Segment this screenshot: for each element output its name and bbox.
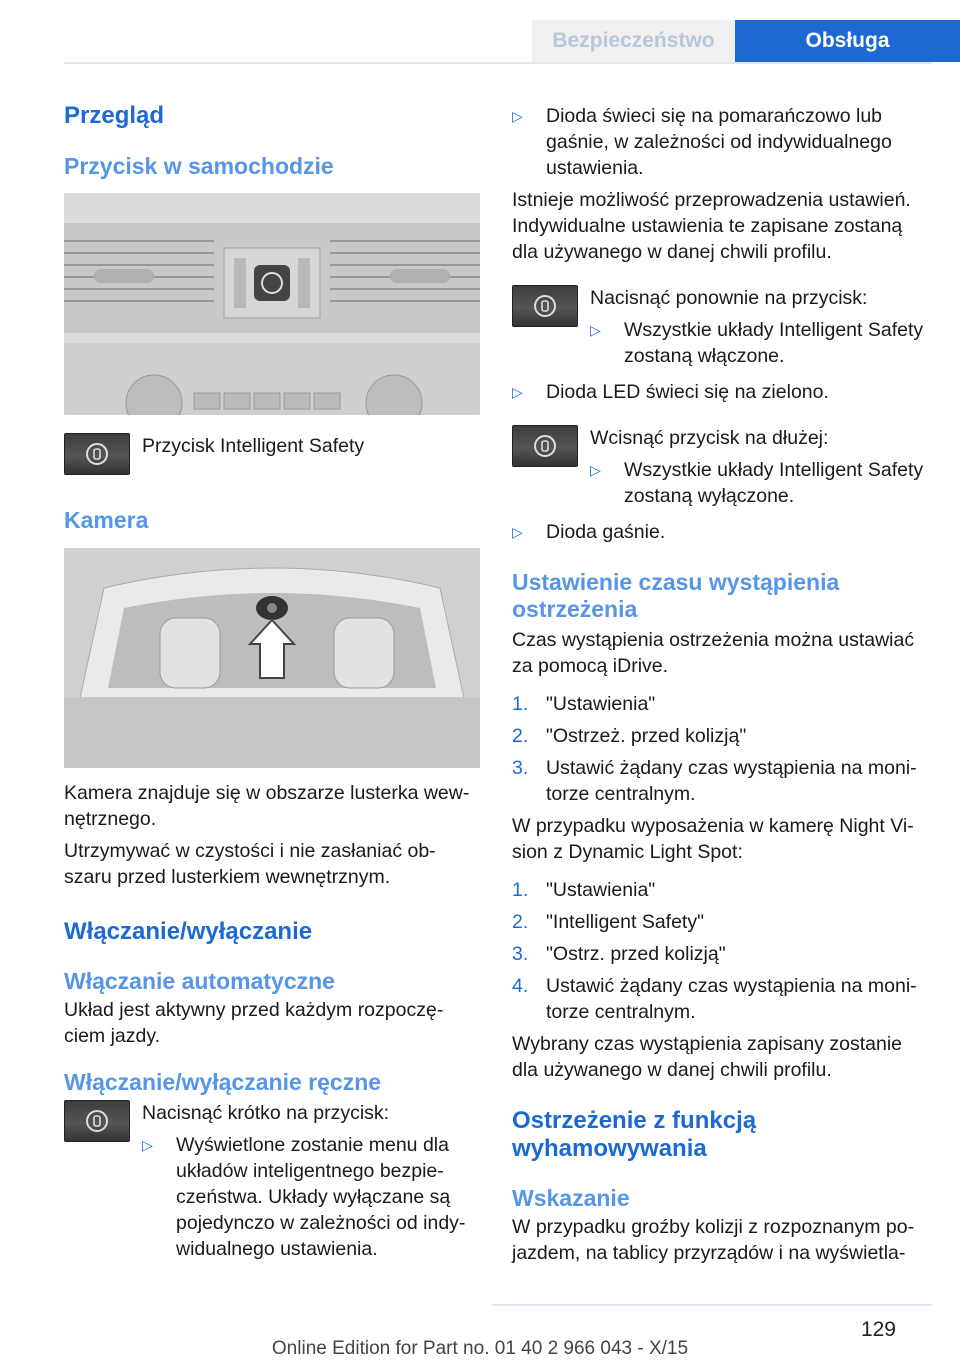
list-number: 3.: [512, 943, 529, 965]
title-overview: Przegląd: [64, 102, 165, 129]
triangle-bullet-icon: ▷: [512, 384, 523, 400]
list-item: [512, 755, 928, 807]
auto-paragraph: Układ jest aktywny przed każdym rozpoczę-ciem jazdy.: [64, 999, 444, 1047]
edition-footer: Online Edition for Part no. 01 40 2 966 043 - X/15: [271, 1338, 689, 1359]
list-text: "Ostrz. przed kolizją": [546, 943, 726, 965]
left-column: [64, 96, 480, 1262]
right-column: [512, 103, 928, 1266]
section-brake-warning: Ostrzeżenie z funkcją wyhamowywania: [512, 1107, 757, 1162]
list-number: 2.: [512, 725, 529, 747]
timing-paragraph: Czas wystąpienia ostrzeżenia można ustawiać za pomocą iDrive.: [512, 629, 915, 677]
manual-instruction: Nacisnąć krótko na przycisk:: [142, 1102, 390, 1124]
list-text: "Intelligent Safety": [546, 911, 705, 933]
settings-paragraph: Istnieje możliwość przeprowadzenia ustawień. Indywidualne ustawienia te zapisane zostaną dla używanego w danej chwili profilu.: [512, 189, 911, 263]
indication-paragraph: W przypadku groźby kolizji z rozpoznanym po-jazdem, na tablicy przyrządów i na wyświetla-: [512, 1216, 915, 1264]
list-item: [590, 457, 928, 509]
triangle-bullet-icon: ▷: [512, 108, 523, 124]
subtitle-auto: Włączanie automatyczne: [64, 968, 335, 994]
button-caption: Przycisk Intelligent Safety: [142, 435, 365, 457]
triangle-bullet-icon: ▷: [142, 1137, 153, 1153]
saved-paragraph: Wybrany czas wystąpienia zapisany zostanie dla używanego w danej chwili profilu.: [512, 1033, 903, 1081]
manual-bullet-text: Wyświetlone zostanie menu dla układów inteligentnego bezpie-czeństwa. Układy wyłączane są pojedynczo w zależności od indy-widualnego ustawienia.: [176, 1134, 466, 1260]
intelligent-safety-button-icon: [64, 433, 130, 475]
list-text: "Ustawienia": [546, 693, 656, 715]
camera-location-figure: [64, 548, 480, 768]
all-off-text: Wszystkie układy Intelligent Safety zostaną wyłączone.: [624, 459, 924, 507]
press-long-row: [512, 425, 928, 509]
press-again-row: [512, 285, 928, 369]
list-item: [512, 519, 928, 545]
list-item: [512, 691, 928, 717]
led-orange-text: Dioda świeci się na pomarańczowo lub gaśnie, w zależności od indywidualnego ustawienia.: [546, 105, 892, 179]
list-text: Ustawić żądany czas wystąpienia na moni-torze centralnym.: [546, 975, 917, 1023]
settings-list-1: [512, 691, 928, 807]
tab-safety[interactable]: Bezpieczeństwo: [532, 20, 735, 62]
button-caption-row: [64, 433, 480, 475]
intelligent-safety-button-icon: [512, 425, 578, 467]
list-number: 1.: [512, 693, 529, 715]
list-text: "Ustawienia": [546, 879, 656, 901]
section-on-off: Włączanie/wyłączanie: [64, 918, 313, 945]
triangle-bullet-icon: ▷: [512, 524, 523, 540]
press-again-instruction: Nacisnąć ponownie na przycisk:: [590, 287, 868, 309]
page-number: 129: [860, 1318, 896, 1341]
subtitle-manual: Włączanie/wyłączanie ręczne: [64, 1069, 382, 1095]
subtitle-indication: Wskazanie: [512, 1185, 630, 1211]
list-item: [512, 379, 928, 405]
header-tabs: [532, 20, 960, 62]
list-text: "Ostrzeż. przed kolizją": [546, 725, 747, 747]
intelligent-safety-button-icon: [512, 285, 578, 327]
triangle-bullet-icon: ▷: [590, 322, 601, 338]
camera-paragraph-2: Utrzymywać w czystości i nie zasłaniać ob-szaru przed lusterkiem wewnętrznym.: [64, 840, 436, 888]
all-on-text: Wszystkie układy Intelligent Safety zostaną włączone.: [624, 319, 924, 367]
subtitle-timing: Ustawienie czasu wystąpienia ostrzeżenia: [512, 569, 840, 622]
manual-row: [64, 1100, 480, 1262]
subtitle-button: Przycisk w samochodzie: [64, 153, 334, 179]
list-number: 4.: [512, 975, 529, 997]
list-number: 1.: [512, 879, 529, 901]
header-rule: [64, 62, 932, 64]
list-item: [590, 317, 928, 369]
list-item: [512, 941, 928, 967]
list-number: 2.: [512, 911, 529, 933]
dashboard-button-figure: [64, 193, 480, 415]
list-item: [142, 1132, 480, 1262]
settings-list-2: [512, 877, 928, 1025]
nightvision-paragraph: W przypadku wyposażenia w kamerę Night Vi-sion z Dynamic Light Spot:: [512, 815, 914, 863]
subtitle-camera: Kamera: [64, 507, 149, 533]
list-item: [512, 877, 928, 903]
intelligent-safety-button-icon: [64, 1100, 130, 1142]
list-item: [512, 723, 928, 749]
tab-operation[interactable]: Obsługa: [735, 20, 960, 62]
camera-paragraph-1: Kamera znajduje się w obszarze lusterka wew-nętrznego.: [64, 782, 470, 830]
list-text: Ustawić żądany czas wystąpienia na moni-torze centralnym.: [546, 757, 917, 805]
list-number: 3.: [512, 757, 529, 779]
led-green-text: Dioda LED świeci się na zielono.: [546, 381, 829, 403]
list-item: [512, 973, 928, 1025]
led-off-text: Dioda gaśnie.: [546, 521, 666, 543]
list-item: [512, 909, 928, 935]
triangle-bullet-icon: ▷: [590, 462, 601, 478]
press-long-instruction: Wcisnąć przycisk na dłużej:: [590, 427, 829, 449]
footer-rule: [492, 1304, 932, 1306]
list-item: [512, 103, 928, 181]
